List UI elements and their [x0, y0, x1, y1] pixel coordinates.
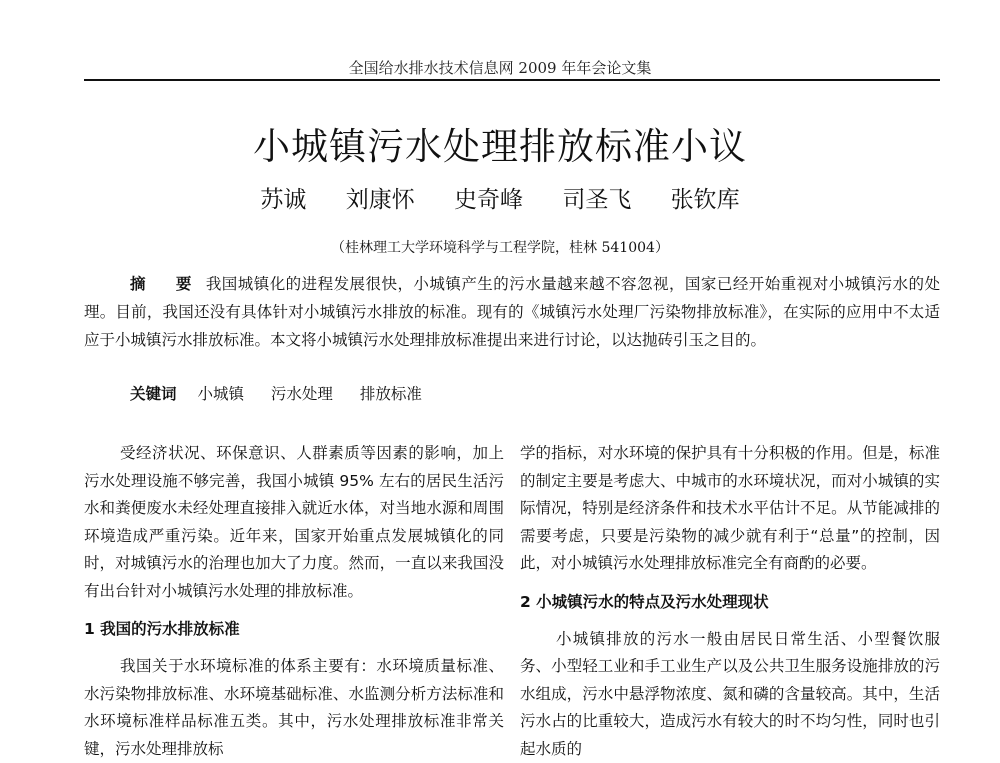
- section-1-heading: 1 我国的污水排放标准: [84, 615, 504, 643]
- paper-title: 小城镇污水处理排放标准小议: [0, 116, 1000, 170]
- abstract-label: 摘 要: [130, 274, 204, 293]
- running-head: 全国给水排水技术信息网 2009 年年会论文集: [0, 57, 1000, 78]
- header-rule: [84, 79, 940, 81]
- right-column: [520, 440, 940, 763]
- author: 苏诚: [260, 187, 306, 213]
- author: 史奇峰: [454, 187, 523, 213]
- abstract-text: 我国城镇化的进程发展很快，小城镇产生的污水量越来越不容忽视，国家已经开始重视对小城镇污水的处理。目前，我国还没有具体针对小城镇污水排放的标准。现有的《城镇污水处理厂污染物排放标准》，在实际的应用中不太适应于小城镇污水排放标准。本文将小城镇污水处理排放标准提出来进行讨论，以达抛砖引玉之目的。: [84, 275, 940, 349]
- author-list: [0, 181, 1000, 214]
- continued-paragraph: [520, 440, 940, 578]
- keywords-label: 关键词: [130, 384, 177, 403]
- author: 刘康怀: [346, 187, 415, 213]
- section-2-paragraph: 小城镇排放的污水一般由居民日常生活、小型餐饮服务、小型轻工业和手工业生产以及公共卫生服务设施排放的污水组成，污水中悬浮物浓度、氮和磷的含量较高。其中，生活污水占的比重较大，造成污水有较大的时不均匀性，同时也引起水质的: [520, 626, 940, 763]
- abstract: [84, 270, 940, 354]
- section-1-paragraph: 我国关于水环境标准的体系主要有：水环境质量标准、水污染物排放标准、水环境基础标准、水监测分析方法标准和水环境标准样品标准五类。其中，污水处理排放标准非常关键，污水处理排放标: [84, 653, 504, 763]
- keyword: 排放标准: [360, 385, 422, 403]
- author: 张钦库: [671, 187, 740, 213]
- continued-text: 学的指标，对水环境的保护具有十分积极的作用。: [520, 444, 862, 462]
- paragraph-2: 但是，标准的制定主要是考虑大、中城市的水环境状况，而对小城镇的实际情况，特别是经济条件和技术水平估计不足。从节能减排的需要考虑，只要是污染物的减少就有利于“总量”的控制，因此，对小城镇污水处理排放标准完全有商酌的必要。: [520, 444, 940, 572]
- keywords: [84, 380, 940, 408]
- intro-paragraph: 受经济状况、环保意识、人群素质等因素的影响，加上污水处理设施不够完善，我国小城镇 95% 左右的居民生活污水和粪便废水未经处理直接排入就近水体，对当地水源和周围环境造成严重污染。近年来，国家开始重点发展城镇化的同时，对城镇污水的治理也加大了力度。然而，一直以来我国没有出台针对小城镇污水处理的排放标准。: [84, 440, 504, 605]
- keyword: 污水处理: [271, 385, 333, 403]
- left-column: [84, 440, 504, 763]
- author: 司圣飞: [562, 187, 631, 213]
- affiliation: （桂林理工大学环境科学与工程学院，桂林 541004）: [0, 237, 1000, 257]
- keyword: 小城镇: [197, 385, 244, 403]
- section-2-heading: 2 小城镇污水的特点及污水处理现状: [520, 588, 940, 616]
